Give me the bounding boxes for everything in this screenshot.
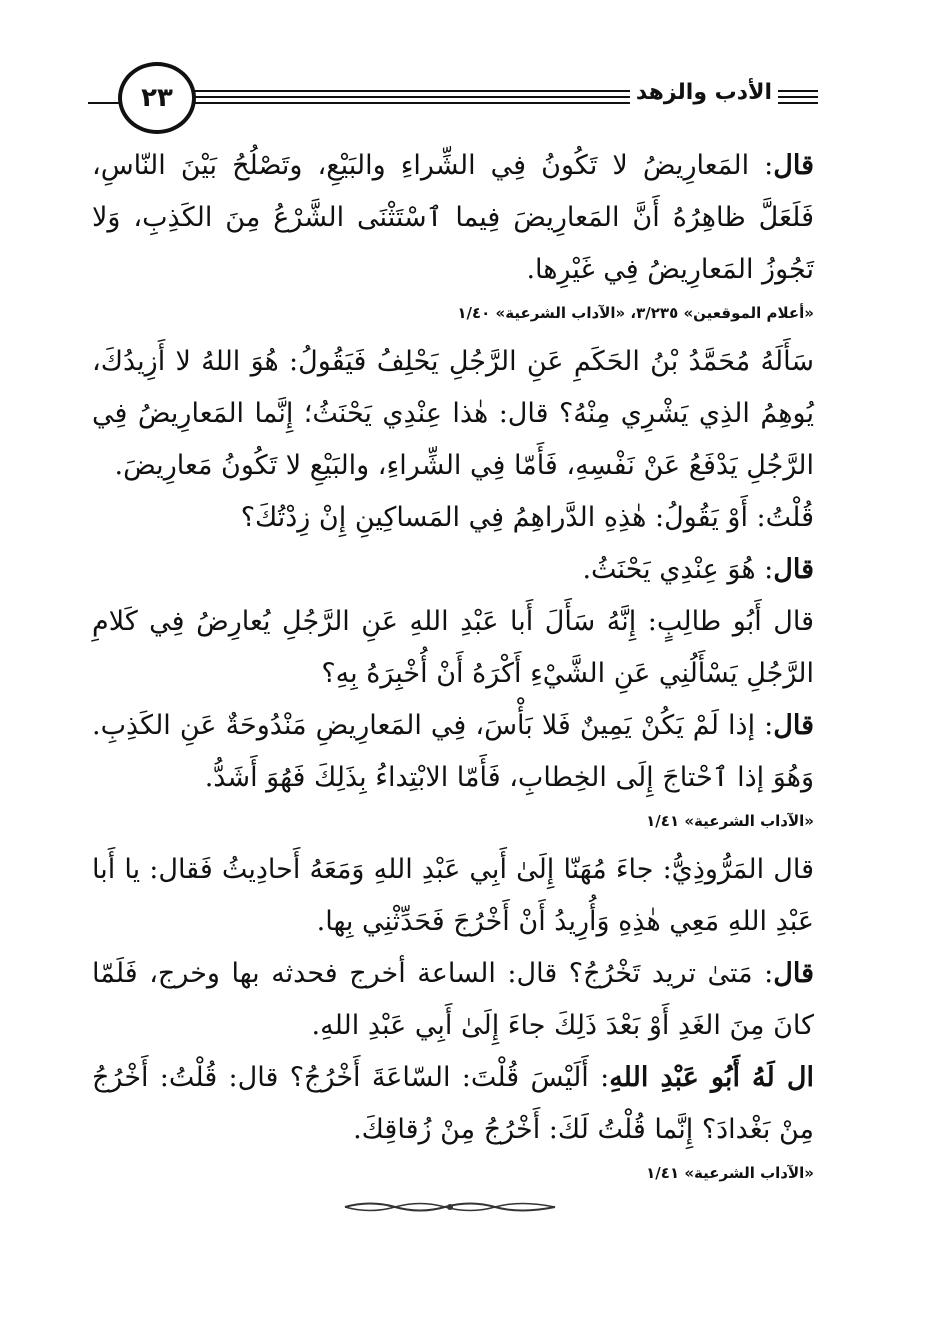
paragraph [92,336,814,492]
paragraph-text: قال المَرُّوذِيُّ: جاءَ مُهَنّا إِلَىٰ أَبِي عَبْدِ اللهِ وَمَعَهُ أَحادِيثُ فَقال: يا أَبا عَبْدِ اللهِ مَعِي هٰذِهِ وَأُرِيدُ أَنْ أَخْرُجَ فَحَدِّثْنِي بِها. [92,854,814,937]
paragraph [92,844,814,948]
page-header [88,62,818,132]
speaker-label: قال [773,958,814,989]
paragraph-text: : مَتىٰ تريد تَخْرُجُ؟ قال: الساعة أخرج فحدثه بها وخرج، فَلَمّا كانَ مِنَ الغَدِ أَوْ بَعْدَ ذَلِكَ جاءَ إِلَىٰ أَبِي عَبْدِ اللهِ. [92,958,814,1041]
paragraph-text: سَأَلَهُ مُحَمَّدُ بْنُ الحَكَمِ عَنِ الرَّجُلِ يَحْلِفُ فَيَقُولُ: هُوَ اللهُ لا أَزِيدُكَ، يُوهِمُ الذِي يَشْرِي مِنْهُ؟ قال: هٰذا عِنْدِي يَحْنَثُ؛ إِنَّما المَعارِيضُ فِي الرَّجُلِ يَدْفَعُ عَنْ نَفْسِهِ، فَأَمّا فِي الشِّراءِ، والبَيْعِ لا تَكُونُ مَعارِيضَ. [92,346,814,481]
source-citation: «الآداب الشرعية» ١/٤١ [646,812,814,830]
source-citation: «الآداب الشرعية» ١/٤١ [646,1164,814,1182]
paragraph-text: : المَعارِيضُ لا تَكُونُ فِي الشِّراءِ والبَيْعِ، وتَصْلُحُ بَيْنَ النّاسِ، فَلَعَلَّ ظاهِرُهُ أَنَّ المَعارِيضَ فِيما ٱسْتَثْنَى الشَّرْعُ مِنَ الكَذِبِ، وَلا تَجُوزُ المَعارِيضُ فِي غَيْرِها. [92,150,814,285]
paragraph [92,948,814,1052]
speaker-label: قال [773,150,814,181]
paragraph [92,1052,814,1156]
page-number-badge: ٢٣ [118,62,196,134]
paragraph-text: : هُوَ عِنْدِي يَحْنَثُ. [582,554,774,585]
running-head: الأدب والزهد [630,80,778,105]
paragraph-text: قال أَبُو طالِبٍ: إِنَّهُ سَأَلَ أَبا عَبْدِ اللهِ عَنِ الرَّجُلِ يُعارِضُ فِي كَلامِ الرَّجُلِ يَسْأَلُنِي عَنِ الشَّيْءِ أَكْرَهُ أَنْ أُخْبِرَهُ بِهِ؟ [92,606,814,689]
speaker-label: قال [773,554,814,585]
paragraph [92,544,814,596]
paragraph [92,700,814,804]
paragraph-text: : إذا لَمْ يَكُنْ يَمِينٌ فَلا بَأْسَ، فِي المَعارِيضِ مَنْدُوحَةٌ عَنِ الكَذِبِ. وَهُوَ إذا ٱحْتاجَ إِلَى الخِطابِ، فَأَمّا الابْتِداءُ بِذَلِكَ فَهُوَ أَشَدُّ. [92,710,814,793]
paragraph [92,596,814,700]
paragraph-text: قُلْتُ: أَوْ يَقُولُ: هٰذِهِ الدَّراهِمُ فِي المَساكِينِ إِنْ زِدْتُكَ؟ [240,502,814,533]
speaker-label: ال لَهُ أَبُو عَبْدِ اللهِ [609,1062,814,1093]
paragraph [92,492,814,544]
speaker-label: قال [773,710,814,741]
source-citation: «أعلام الموقعين» ٣/٢٣٥، «الآداب الشرعية» ١/٤٠ [457,304,814,322]
page-content [92,140,814,1196]
ornament-divider-icon [340,1198,560,1216]
paragraph-text: : أَلَيْسَ قُلْتَ: السّاعَةَ أَخْرُجُ؟ قال: قُلْتُ: أَخْرُجُ مِنْ بَغْدادَ؟ إِنَّما قُلْتُ لَكَ: أَخْرُجُ مِنْ زُقاقِكَ. [92,1062,814,1145]
paragraph [92,140,814,296]
